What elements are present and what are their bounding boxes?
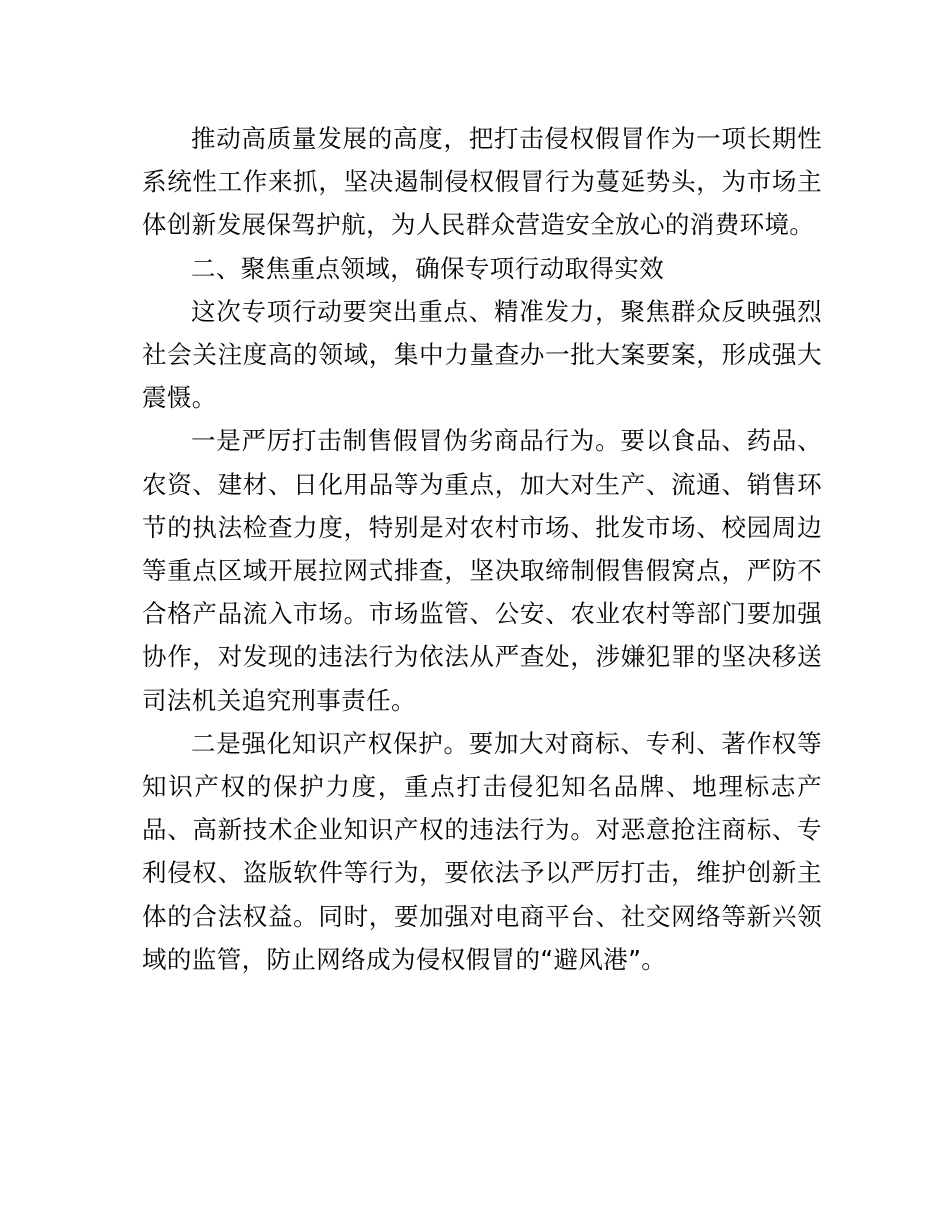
paragraph-continuation: 推动高质量发展的高度，把打击侵权假冒作为一项长期性系统性工作来抓，坚决遏制侵权假冒行为蔓延势头，为市场主体创新发展保驾护航，为人民群众营造安全放心的消费环境。 [142,124,822,240]
section-heading: 二、聚焦重点领域，确保专项行动取得实效 [191,253,665,283]
paragraph-section-intro: 这次专项行动要突出重点、精准发力，聚焦群众反映强烈社会关注度高的领域，集中力量查办一批大案要案，形成强大震慑。 [142,296,822,413]
paragraph-point-one: 一是严厉打击制售假冒伪劣商品行为。要以食品、药品、农资、建材、日化用品等为重点，加大对生产、流通、销售环节的执法检查力度，特别是对农村市场、批发市场、校园周边等重点区域开展拉网式排查，坚决取缔制假售假窝点，严防不合格产品流入市场。市场监管、公安、农业农村等部门要加强协作，对发现的违法行为依法从严查处，涉嫌犯罪的坚决移送司法机关追究刑事责任。 [142,426,822,715]
paragraph-point-two: 二是强化知识产权保护。要加大对商标、专利、著作权等知识产权的保护力度，重点打击侵犯知名品牌、地理标志产品、高新技术企业知识产权的违法行为。对恶意抢注商标、专利侵权、盗版软件等行为，要依法予以严厉打击，维护创新主体的合法权益。同时，要加强对电商平台、社交网络等新兴领域的监管，防止网络成为侵权假冒的“避风港”。 [142,728,822,974]
document-body [142,117,822,981]
